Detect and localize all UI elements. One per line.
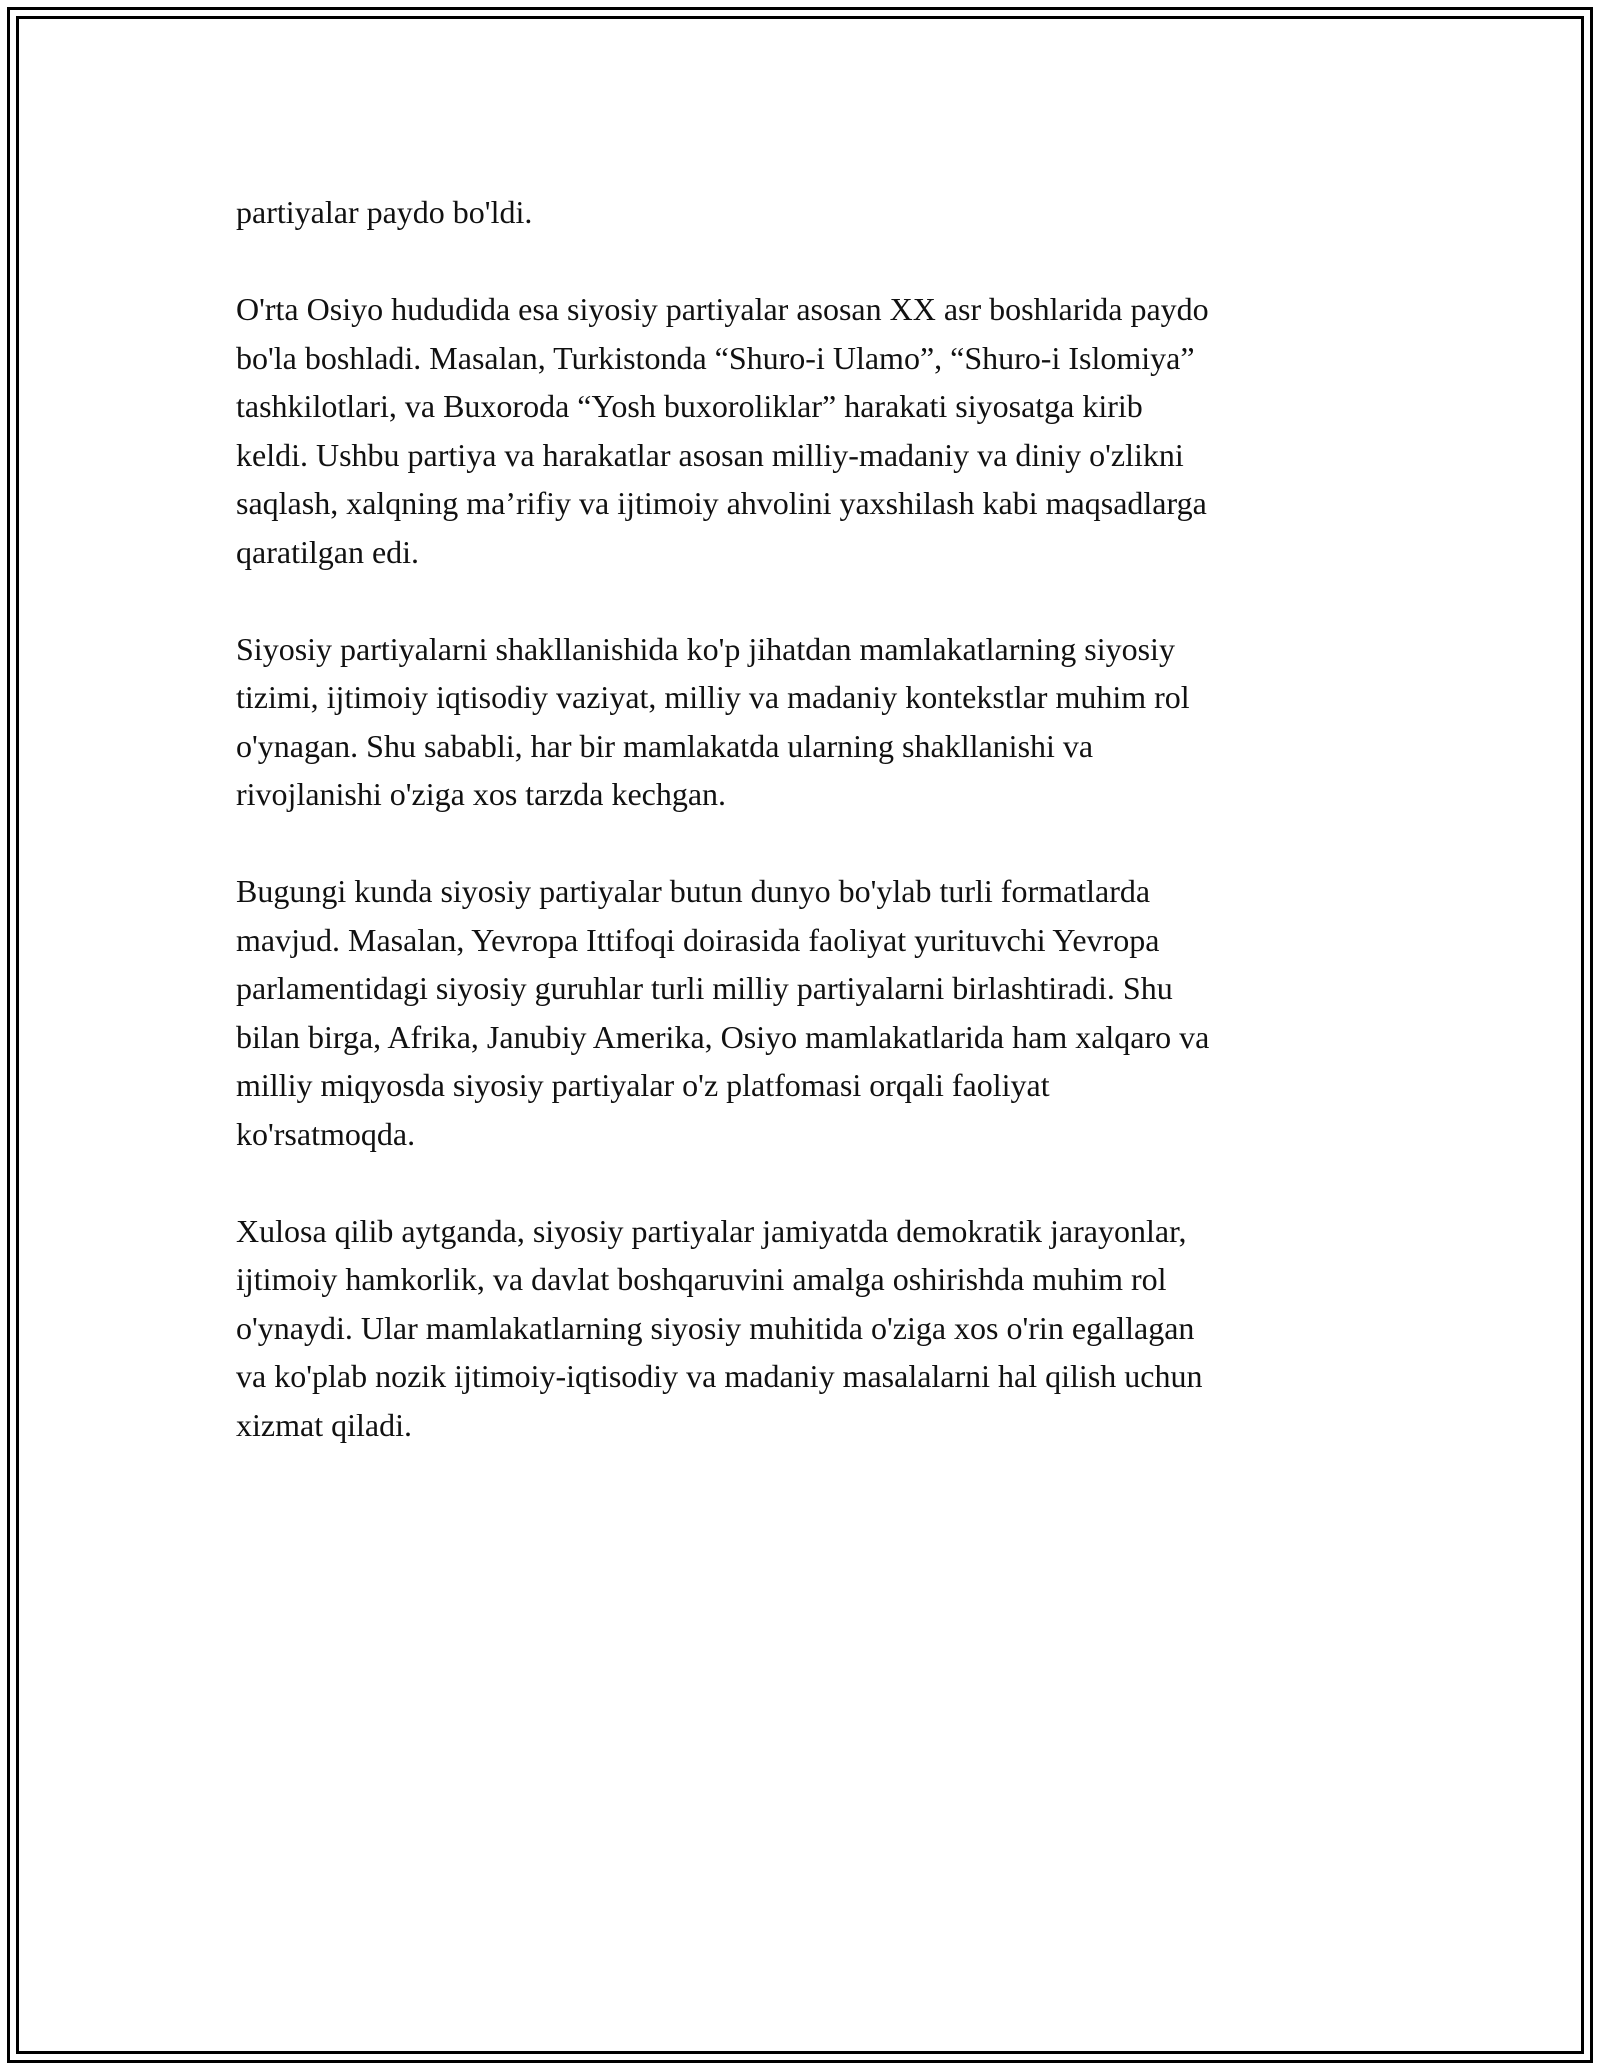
text-line: mavjud. Masalan, Yevropa Ittifoqi doirasida faoliyat yurituvchi Yevropa xyxy=(236,921,1160,958)
paragraph-2 xyxy=(236,285,1376,576)
text-line: xizmat qiladi. xyxy=(236,1406,412,1443)
text-line: ijtimoiy hamkorlik, va davlat boshqaruvini amalga oshirishda muhim rol xyxy=(236,1261,1167,1297)
text-line: milliy miqyosda siyosiy partiyalar o'z platfomasi orqali faoliyat xyxy=(236,1067,1050,1103)
text-line: saqlash, xalqning ma’rifiy va ijtimoiy ahvolini yaxshilash kabi maqsadlarga xyxy=(236,485,1207,521)
text-line: bo'la boshladi. Masalan, Turkistonda “Shuro-i Ulamo”, “Shuro-i Islomiya” xyxy=(236,339,1195,376)
text-line: o'ynaydi. Ular mamlakatlarning siyosiy muhitida o'ziga xos o'rin egallagan xyxy=(236,1309,1195,1346)
text-line: va ko'plab nozik ijtimoiy-iqtisodiy va madaniy masalalarni hal qilish uchun xyxy=(236,1358,1203,1394)
text-line: qaratilgan edi. xyxy=(236,533,420,570)
paragraph-1 xyxy=(236,188,1376,237)
text-line: Bugungi kunda siyosiy partiyalar butun dunyo bo'ylab turli formatlarda xyxy=(236,873,1151,909)
text-line: O'rta Osiyo hududida esa siyosiy partiyalar asosan XX asr boshlarida paydo xyxy=(236,291,1209,327)
text-line: Siyosiy partiyalarni shakllanishida ko'p jihatdan mamlakatlarning siyosiy xyxy=(236,630,1175,667)
paragraph-3 xyxy=(236,625,1376,819)
text-line: bilan birga, Afrika, Janubiy Amerika, Osiyo mamlakatlarida ham xalqaro va xyxy=(236,1018,1210,1055)
paragraph-5 xyxy=(236,1207,1376,1450)
text-line: keldi. Ushbu partiya va harakatlar asosan milliy-madaniy va diniy o'zlikni xyxy=(236,436,1184,473)
text-line: o'ynagan. Shu sababli, har bir mamlakatda ularning shakllanishi va xyxy=(236,727,1094,764)
text-line: ko'rsatmoqda. xyxy=(236,1115,416,1152)
text-line: tizimi, ijtimoiy iqtisodiy vaziyat, milliy va madaniy kontekstlar muhim rol xyxy=(236,679,1190,715)
text-line: partiyalar paydo bo'ldi. xyxy=(236,194,533,230)
document-body xyxy=(236,188,1376,1498)
paragraph-4 xyxy=(236,867,1376,1158)
text-line: Xulosa qilib aytganda, siyosiy partiyalar jamiyatda demokratik jarayonlar, xyxy=(236,1212,1187,1249)
text-line: tashkilotlari, va Buxoroda “Yosh buxoroliklar” harakati siyosatga kirib xyxy=(236,388,1143,424)
text-line: rivojlanishi o'ziga xos tarzda kechgan. xyxy=(236,776,727,812)
text-line: parlamentidagi siyosiy guruhlar turli milliy partiyalarni birlashtiradi. Shu xyxy=(236,970,1173,1006)
